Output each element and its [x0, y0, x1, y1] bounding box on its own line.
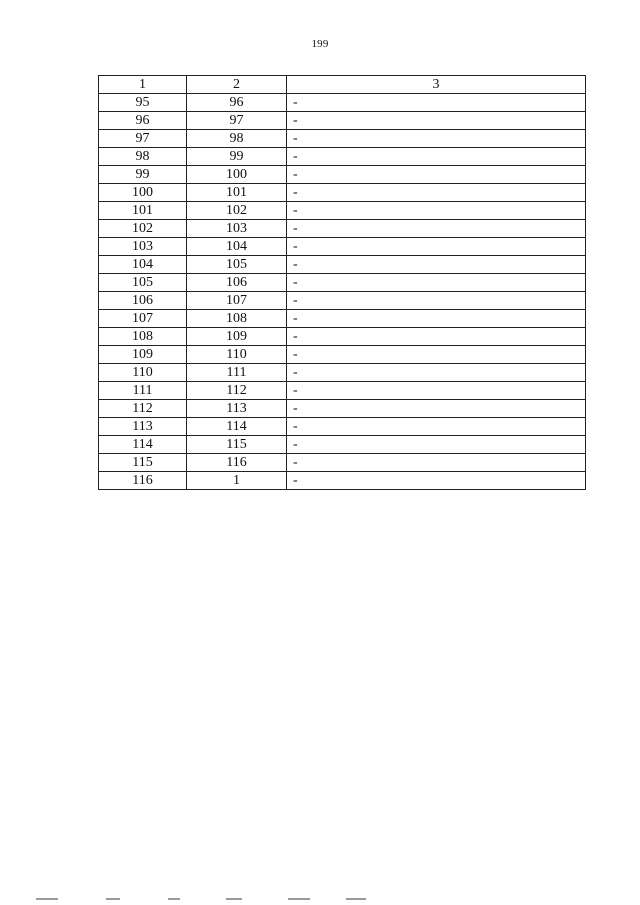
table-cell-col-2: 99 [187, 148, 287, 166]
table-cell-col-3: - [287, 130, 586, 148]
table-cell-col-3: - [287, 112, 586, 130]
table-row [99, 256, 586, 274]
table-cell-col-3: - [287, 166, 586, 184]
table-cell-col-3: - [287, 310, 586, 328]
table-cell-col-2: 106 [187, 274, 287, 292]
table-row [99, 328, 586, 346]
table-cell-col-3: - [287, 220, 586, 238]
table-row [99, 292, 586, 310]
table-cell-col-2: 1 [187, 472, 287, 490]
table-cell-col-1: 101 [99, 202, 187, 220]
table-cell-col-1: 116 [99, 472, 187, 490]
table-row [99, 346, 586, 364]
header-col-3: 3 [287, 76, 586, 94]
table-cell-col-2: 115 [187, 436, 287, 454]
table-cell-col-1: 96 [99, 112, 187, 130]
table-cell-col-2: 101 [187, 184, 287, 202]
table-cell-col-3: - [287, 364, 586, 382]
table-cell-col-3: - [287, 202, 586, 220]
data-table [98, 75, 586, 490]
table-cell-col-2: 112 [187, 382, 287, 400]
table-cell-col-2: 102 [187, 202, 287, 220]
table-cell-col-1: 112 [99, 400, 187, 418]
table-cell-col-2: 113 [187, 400, 287, 418]
table-cell-col-2: 104 [187, 238, 287, 256]
table-row [99, 418, 586, 436]
table-cell-col-3: - [287, 382, 586, 400]
table-cell-col-3: - [287, 256, 586, 274]
table-row [99, 112, 586, 130]
table-cell-col-2: 116 [187, 454, 287, 472]
table-row [99, 274, 586, 292]
table-cell-col-1: 108 [99, 328, 187, 346]
table-row [99, 382, 586, 400]
header-row [99, 76, 586, 94]
table-cell-col-3: - [287, 274, 586, 292]
table-cell-col-1: 102 [99, 220, 187, 238]
table-cell-col-3: - [287, 454, 586, 472]
table-cell-col-2: 110 [187, 346, 287, 364]
table-cell-col-3: - [287, 436, 586, 454]
table-cell-col-3: - [287, 184, 586, 202]
table-row [99, 310, 586, 328]
table-row [99, 436, 586, 454]
table-cell-col-2: 103 [187, 220, 287, 238]
table-cell-col-1: 105 [99, 274, 187, 292]
table-row [99, 130, 586, 148]
table-row [99, 472, 586, 490]
table-cell-col-1: 109 [99, 346, 187, 364]
table-row [99, 94, 586, 112]
table-cell-col-1: 114 [99, 436, 187, 454]
table-row [99, 220, 586, 238]
table-row [99, 202, 586, 220]
table-cell-col-2: 109 [187, 328, 287, 346]
table-cell-col-3: - [287, 292, 586, 310]
table-cell-col-3: - [287, 418, 586, 436]
table-cell-col-3: - [287, 346, 586, 364]
table-row [99, 364, 586, 382]
table-cell-col-1: 111 [99, 382, 187, 400]
header-col-2: 2 [187, 76, 287, 94]
table-body [99, 94, 586, 490]
table-cell-col-1: 106 [99, 292, 187, 310]
table-cell-col-2: 96 [187, 94, 287, 112]
table-cell-col-1: 99 [99, 166, 187, 184]
table-cell-col-2: 98 [187, 130, 287, 148]
page-number: 199 [311, 38, 329, 50]
table-cell-col-1: 107 [99, 310, 187, 328]
table-cell-col-1: 98 [99, 148, 187, 166]
table-cell-col-3: - [287, 400, 586, 418]
table-row [99, 184, 586, 202]
table-cell-col-1: 103 [99, 238, 187, 256]
table-row [99, 166, 586, 184]
table-cell-col-1: 100 [99, 184, 187, 202]
table-cell-col-3: - [287, 472, 586, 490]
table-cell-col-3: - [287, 238, 586, 256]
table-cell-col-3: - [287, 148, 586, 166]
table-cell-col-1: 104 [99, 256, 187, 274]
table-cell-col-1: 113 [99, 418, 187, 436]
header-col-1: 1 [99, 76, 187, 94]
table-cell-col-3: - [287, 94, 586, 112]
table-cell-col-2: 97 [187, 112, 287, 130]
table-cell-col-2: 100 [187, 166, 287, 184]
table-cell-col-2: 111 [187, 364, 287, 382]
table-row [99, 238, 586, 256]
table-cell-col-2: 114 [187, 418, 287, 436]
table-cell-col-2: 105 [187, 256, 287, 274]
table-header [99, 76, 586, 94]
table-cell-col-2: 108 [187, 310, 287, 328]
table-cell-col-1: 110 [99, 364, 187, 382]
table-cell-col-1: 115 [99, 454, 187, 472]
table-cell-col-1: 95 [99, 94, 187, 112]
table-row [99, 400, 586, 418]
table-cell-col-3: - [287, 328, 586, 346]
table-row [99, 454, 586, 472]
table-cell-col-1: 97 [99, 130, 187, 148]
table-row [99, 148, 586, 166]
table-cell-col-2: 107 [187, 292, 287, 310]
scan-artifact [36, 898, 396, 902]
